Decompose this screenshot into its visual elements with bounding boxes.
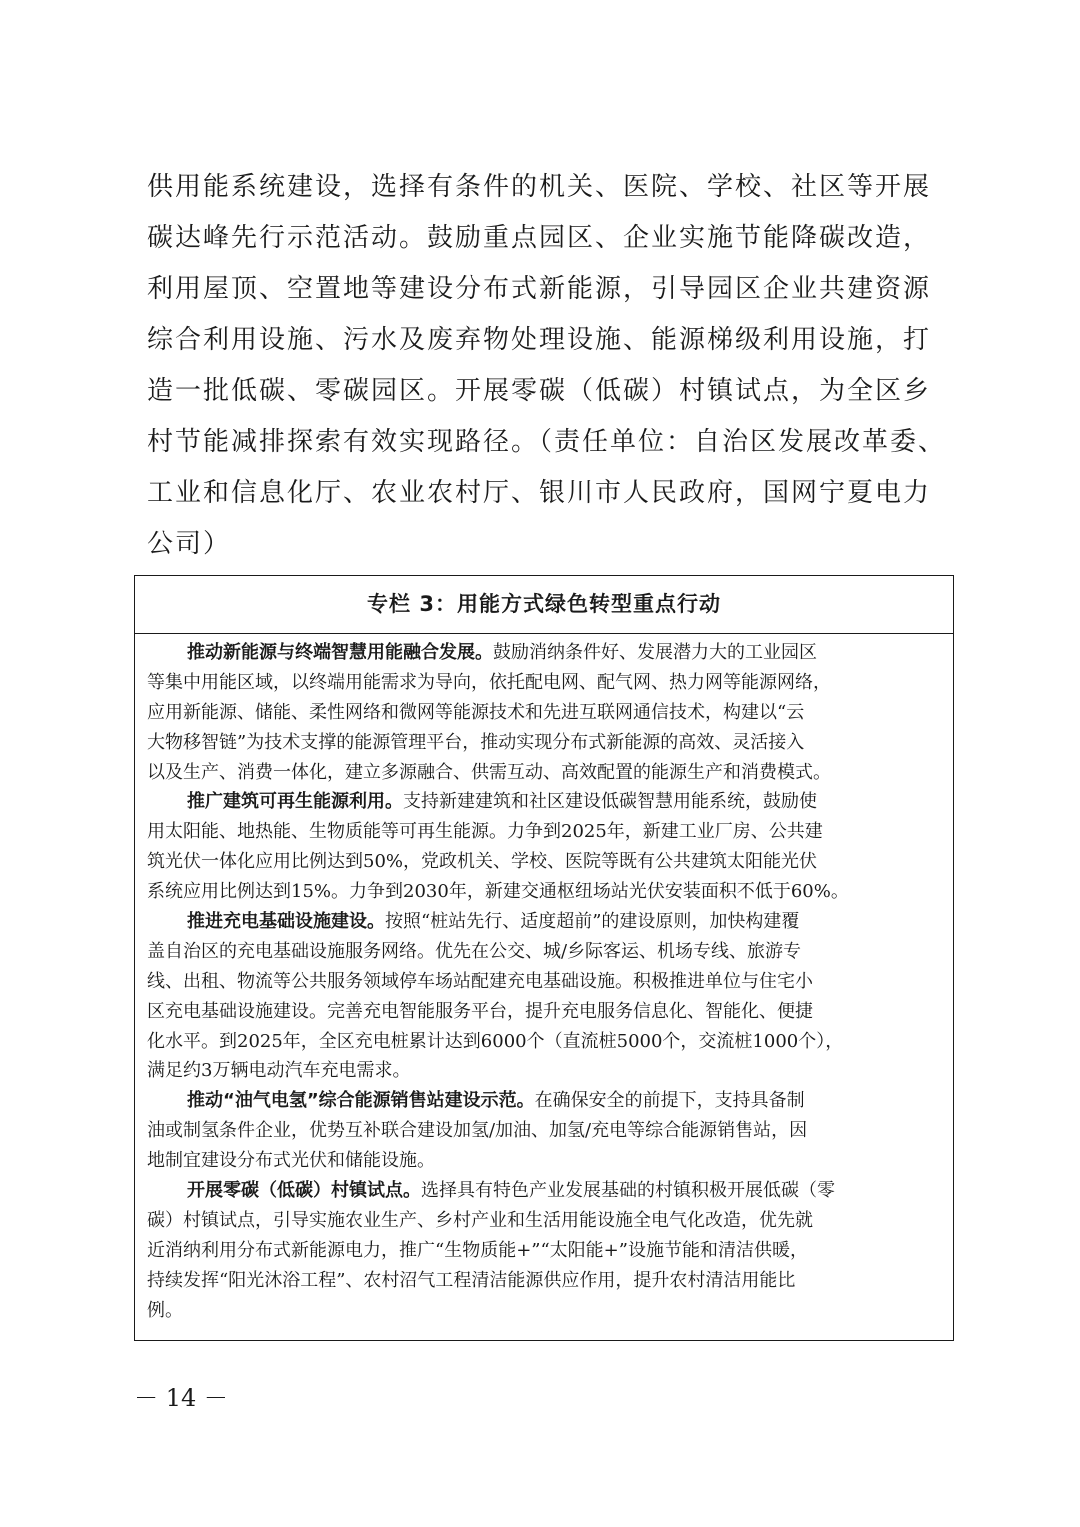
section-line: 应用新能源、储能、柔性网络和微网等能源技术和先进互联网通信技术，构建以“云 xyxy=(147,701,805,723)
section-first-line xyxy=(147,907,943,937)
section-line: 地制宜建设分布式光伏和储能设施。 xyxy=(147,1150,435,1172)
section-line: 大物移智链”为技术支撑的能源管理平台，推动实现分布式新能源的高效、灵活接入 xyxy=(147,731,805,753)
section-heading: 推动新能源与终端智慧用能融合发展。 xyxy=(187,642,493,663)
section-line: 用太阳能、地热能、生物质能等可再生能源。力争到2025年，新建工业厂房、公共建 xyxy=(147,821,823,843)
section-first-line xyxy=(147,1176,943,1206)
section-text: 支持新建建筑和社区建设低碳智慧用能系统，鼓励使 xyxy=(403,791,817,813)
section-line: 以及生产、消费一体化，建立多源融合、供需互动、高效配置的能源生产和消费模式。 xyxy=(147,761,831,783)
section-first-line xyxy=(147,787,943,817)
section-heading: 推进充电基础设施建设。 xyxy=(187,911,385,933)
intro-line: 供用能系统建设，选择有条件的机关、医院、学校、社区等开展 xyxy=(147,172,932,202)
section-first-line xyxy=(147,1086,943,1116)
intro-line: 公司） xyxy=(147,529,232,559)
section-line: 满足约3万辆电动汽车充电需求。 xyxy=(147,1060,411,1082)
section-line: 近消纳利用分布式新能源电力，推广“生物质能+”“太阳能+”设施节能和清洁供暖， xyxy=(147,1239,808,1261)
section-line: 油或制氢条件企业，优势互补联合建设加氢/加油、加氢/充电等综合能源销售站，因 xyxy=(147,1120,808,1142)
section-line: 区充电基础设施建设。完善充电智能服务平台，提升充电服务信息化、智能化、便捷 xyxy=(147,1000,813,1022)
intro-line: 工业和信息化厅、农业农村厅、银川市人民政府，国网宁夏电力 xyxy=(147,478,932,508)
section-line: 盖自治区的充电基础设施服务网络。优先在公交、城/乡际客运、机场专线、旅游专 xyxy=(147,940,802,962)
section-line: 筑光伏一体化应用比例达到50%，党政机关、学校、医院等既有公共建筑太阳能光伏 xyxy=(147,851,818,873)
section-text: 在确保安全的前提下，支持具备制 xyxy=(534,1090,805,1112)
section-heading: 推动“油气电氢”综合能源销售站建设示范。 xyxy=(187,1090,535,1112)
section-text: 按照“桩站先行、适度超前”的建设原则，加快构建覆 xyxy=(385,911,800,933)
intro-line: 碳达峰先行示范活动。鼓励重点园区、企业实施节能降碳改造， xyxy=(147,223,932,253)
intro-line: 造一批低碳、零碳园区。开展零碳（低碳）村镇试点，为全区乡 xyxy=(147,376,932,406)
section-heading: 推广建筑可再生能源利用。 xyxy=(187,791,403,813)
section-line: 线、出租、物流等公共服务领域停车场站配建充电基础设施。积极推进单位与住宅小 xyxy=(147,970,813,992)
section-line: 系统应用比例达到15%。力争到2030年，新建交通枢纽场站光伏安装面积不低于60%。 xyxy=(147,881,849,903)
column-box-title: 专栏 3：用能方式绿色转型重点行动 xyxy=(135,576,953,634)
section-line: 例。 xyxy=(147,1299,183,1321)
intro-line: 村节能减排探索有效实现路径。（责任单位：自治区发展改革委、 xyxy=(147,427,947,457)
section-text: 选择具有特色产业发展基础的村镇积极开展低碳（零 xyxy=(421,1180,835,1202)
section-text: 鼓励消纳条件好、发展潜力大的工业园区 xyxy=(493,642,817,663)
section-line: 化水平。到2025年，全区充电桩累计达到6000个（直流桩5000个，交流桩1000个）， xyxy=(147,1030,844,1052)
column-box-body xyxy=(135,634,953,1325)
page-number: － 14 － xyxy=(134,1384,228,1412)
section-heading: 开展零碳（低碳）村镇试点。 xyxy=(187,1180,421,1202)
section-first-line xyxy=(147,638,943,668)
intro-line: 综合利用设施、污水及废弃物处理设施、能源梯级利用设施，打 xyxy=(147,325,932,355)
section-line: 持续发挥“阳光沐浴工程”、农村沼气工程清洁能源供应作用，提升农村清洁用能比 xyxy=(147,1269,796,1291)
column-box xyxy=(134,575,954,1341)
intro-paragraph xyxy=(147,162,947,570)
intro-line: 利用屋顶、空置地等建设分布式新能源，引导园区企业共建资源 xyxy=(147,274,932,304)
section-line: 碳）村镇试点，引导实施农业生产、乡村产业和生活用能设施全电气化改造，优先就 xyxy=(147,1209,813,1231)
section-line: 等集中用能区域，以终端用能需求为导向，依托配电网、配气网、热力网等能源网络， xyxy=(147,671,831,693)
